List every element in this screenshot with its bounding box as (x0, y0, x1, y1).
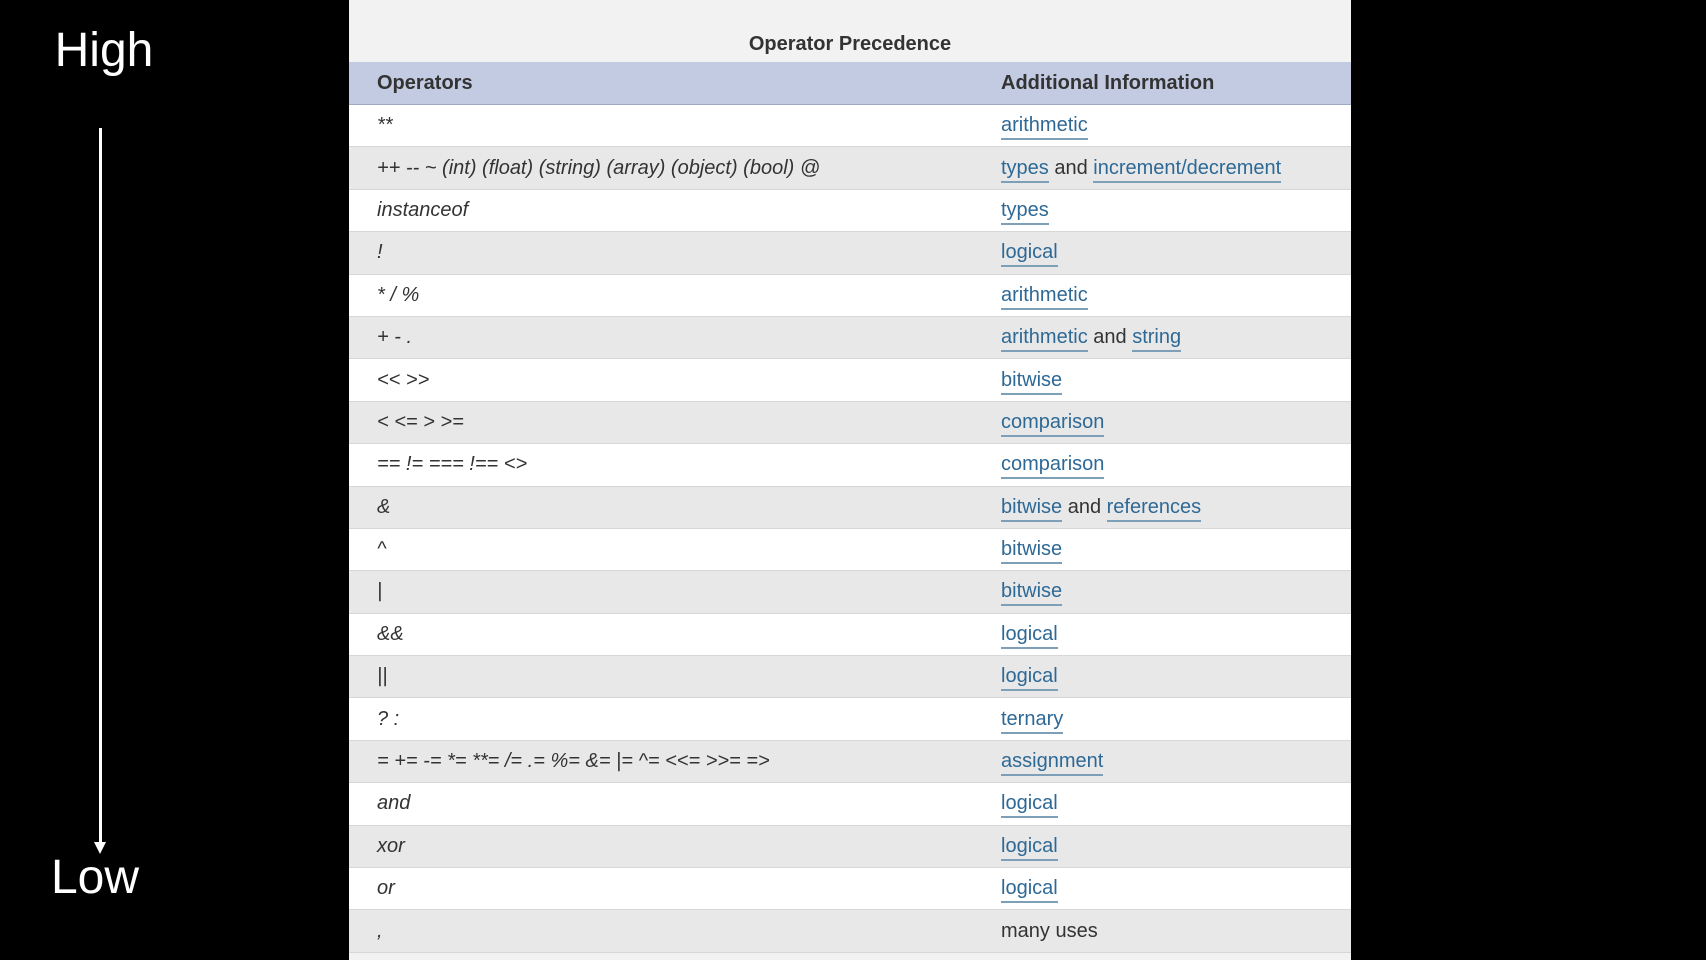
table-row (349, 740, 1351, 782)
info-link-comparison[interactable]: comparison (1001, 453, 1104, 479)
info-link-logical[interactable]: logical (1001, 877, 1058, 903)
table-row (349, 274, 1351, 316)
info-link-arithmetic[interactable]: arithmetic (1001, 326, 1088, 352)
precedence-arrow-line (99, 128, 102, 844)
info-cell (1001, 105, 1351, 147)
table-row (349, 147, 1351, 189)
info-link-references[interactable]: references (1107, 496, 1202, 522)
table-row (349, 486, 1351, 528)
info-cell (1001, 189, 1351, 231)
table-row (349, 613, 1351, 655)
table-row (349, 528, 1351, 570)
info-text: and (1087, 326, 1133, 349)
info-cell (1001, 868, 1351, 910)
info-cell (1001, 486, 1351, 528)
table-row (349, 783, 1351, 825)
info-link-types[interactable]: types (1001, 157, 1049, 183)
info-cell (1001, 656, 1351, 698)
operator-cell: << >> (349, 359, 1001, 401)
info-link-string[interactable]: string (1132, 326, 1181, 352)
table-header-row (349, 62, 1351, 105)
operator-cell: instanceof (349, 189, 1001, 231)
info-link-logical[interactable]: logical (1001, 623, 1058, 649)
info-cell (1001, 740, 1351, 782)
info-link-assignment[interactable]: assignment (1001, 750, 1103, 776)
info-link-logical[interactable]: logical (1001, 241, 1058, 267)
table-body (349, 105, 1351, 953)
info-cell (1001, 232, 1351, 274)
info-link-logical[interactable]: logical (1001, 835, 1058, 861)
info-link-bitwise[interactable]: bitwise (1001, 496, 1062, 522)
info-cell (1001, 910, 1351, 952)
operator-cell: ** (349, 105, 1001, 147)
info-link-logical[interactable]: logical (1001, 665, 1058, 691)
info-link-comparison[interactable]: comparison (1001, 411, 1104, 437)
table-row (349, 698, 1351, 740)
operator-cell: ? : (349, 698, 1001, 740)
info-cell (1001, 359, 1351, 401)
info-cell (1001, 444, 1351, 486)
info-text: and (1048, 156, 1094, 179)
operator-cell: && (349, 613, 1001, 655)
info-text: and (1062, 495, 1107, 518)
table-row (349, 105, 1351, 147)
info-link-increment-decrement[interactable]: increment/decrement (1093, 157, 1281, 183)
operator-cell: + - . (349, 316, 1001, 358)
info-cell (1001, 274, 1351, 316)
table-row (349, 232, 1351, 274)
info-link-bitwise[interactable]: bitwise (1001, 538, 1062, 564)
table-caption: Operator Precedence (748, 33, 952, 55)
operator-cell: or (349, 868, 1001, 910)
table-row (349, 571, 1351, 613)
info-cell (1001, 571, 1351, 613)
table-row (349, 444, 1351, 486)
info-cell (1001, 528, 1351, 570)
operator-cell: ++ -- ~ (int) (float) (string) (array) (object) (bool) @ (349, 147, 1001, 189)
operator-cell: | (349, 571, 1001, 613)
info-link-ternary[interactable]: ternary (1001, 708, 1063, 734)
table-row (349, 316, 1351, 358)
operator-cell: * / % (349, 274, 1001, 316)
table-row (349, 868, 1351, 910)
table-row (349, 359, 1351, 401)
table-row (349, 401, 1351, 443)
operator-precedence-table (349, 62, 1351, 953)
header-additional-information: Additional Information (1001, 62, 1351, 105)
info-cell (1001, 147, 1351, 189)
info-cell (1001, 401, 1351, 443)
info-link-bitwise[interactable]: bitwise (1001, 369, 1062, 395)
operator-cell: xor (349, 825, 1001, 867)
operator-cell: ^ (349, 528, 1001, 570)
operator-cell: , (349, 910, 1001, 952)
info-cell (1001, 698, 1351, 740)
info-cell (1001, 825, 1351, 867)
operator-cell: ! (349, 232, 1001, 274)
operator-cell: == != === !== <> (349, 444, 1001, 486)
operator-cell: = += -= *= **= /= .= %= &= |= ^= <<= >>= => (349, 740, 1001, 782)
operator-cell: & (349, 486, 1001, 528)
precedence-low-label: Low (50, 851, 140, 904)
info-cell (1001, 316, 1351, 358)
info-link-logical[interactable]: logical (1001, 792, 1058, 818)
operator-cell: || (349, 656, 1001, 698)
table-row (349, 825, 1351, 867)
info-link-types[interactable]: types (1001, 199, 1049, 225)
table-row (349, 910, 1351, 952)
info-cell (1001, 783, 1351, 825)
info-link-arithmetic[interactable]: arithmetic (1001, 284, 1088, 310)
operator-cell: < <= > >= (349, 401, 1001, 443)
info-text: many uses (1001, 919, 1098, 942)
info-link-bitwise[interactable]: bitwise (1001, 580, 1062, 606)
info-link-arithmetic[interactable]: arithmetic (1001, 114, 1088, 140)
precedence-high-label: High (54, 24, 154, 77)
precedence-table-panel (349, 0, 1351, 960)
table-row (349, 656, 1351, 698)
table-row (349, 189, 1351, 231)
info-cell (1001, 613, 1351, 655)
header-operators: Operators (349, 62, 1001, 105)
operator-cell: and (349, 783, 1001, 825)
